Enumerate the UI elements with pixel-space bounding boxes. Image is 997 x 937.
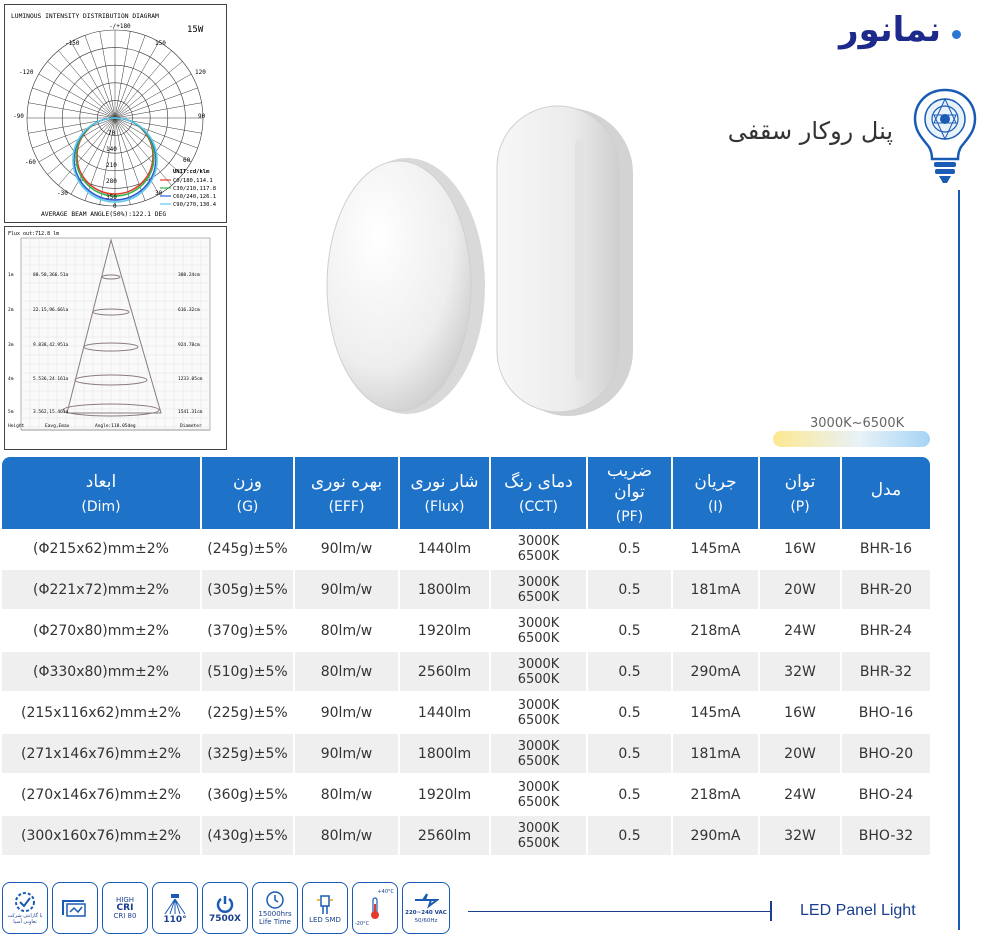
cell-power: 24W	[760, 611, 840, 652]
cell-cct-cool: 6500K	[517, 753, 560, 769]
header-flux: شار نوری (Flux)	[400, 457, 489, 529]
cell-dim: (Φ221x72)mm±2%	[2, 570, 200, 611]
radial-label-0: 0	[113, 203, 117, 210]
header-model: مدل	[842, 457, 930, 529]
header-pf: ضریب توان (PF)	[588, 457, 671, 529]
cone-right-5: 1541.31cm	[178, 410, 203, 415]
cell-pf: 0.5	[588, 816, 671, 857]
cone-illuminance-diagram	[4, 226, 227, 450]
table-row	[2, 693, 930, 734]
cell-flux: 1920lm	[400, 611, 489, 652]
cell-current: 218mA	[673, 611, 758, 652]
cell-flux: 2560lm	[400, 652, 489, 693]
cell-cct-warm: 3000K	[517, 697, 560, 713]
beam-angle-icon: 110°	[152, 882, 198, 934]
cell-model: BHO-24	[842, 775, 930, 816]
angle-label-m30: -30	[57, 190, 68, 197]
cell-dim: (Φ330x80)mm±2%	[2, 652, 200, 693]
cct-range-label: 3000K~6500K	[810, 416, 905, 431]
brand-logo	[805, 10, 967, 50]
angle-label-30: 30	[155, 190, 163, 197]
cell-eff: 80lm/w	[295, 775, 398, 816]
cell-model: BHO-20	[842, 734, 930, 775]
brand-name: نمانور	[839, 10, 941, 50]
cell-cct	[491, 611, 586, 652]
cell-pf: 0.5	[588, 652, 671, 693]
radial-label-280: 280	[106, 178, 117, 185]
cone-left-2: 22.15,96.66la	[33, 308, 69, 313]
cell-current: 218mA	[673, 775, 758, 816]
lightbulb-icon	[910, 86, 980, 186]
cell-flux: 1920lm	[400, 775, 489, 816]
cell-flux: 1800lm	[400, 570, 489, 611]
cell-dim: (271x146x76)mm±2%	[2, 734, 200, 775]
angle-label-m120: -120	[19, 69, 34, 76]
led-smd-icon: LED SMD	[302, 882, 348, 934]
cell-weight: (325g)±5%	[202, 734, 293, 775]
cell-model: BHR-20	[842, 570, 930, 611]
cell-cct-warm: 3000K	[517, 615, 560, 631]
beam-angle-text: AVERAGE BEAM ANGLE(50%):122.1 DEG	[41, 211, 167, 218]
header-power: توان (P)	[760, 457, 840, 529]
cell-model: BHR-24	[842, 611, 930, 652]
cell-eff: 90lm/w	[295, 693, 398, 734]
polar-wattage: 15W	[187, 25, 204, 35]
cct-gradient-bar	[773, 431, 930, 447]
angle-label-60: 60	[183, 157, 191, 164]
table-row	[2, 611, 930, 652]
cell-weight: (225g)±5%	[202, 693, 293, 734]
brand-dot	[952, 30, 961, 39]
cell-pf: 0.5	[588, 570, 671, 611]
cone-right-3: 924.78cm	[178, 343, 200, 348]
header-eff: بهره نوری (EFF)	[295, 457, 398, 529]
radial-label-210: 210	[106, 162, 117, 169]
legend-item-c0: C0/180,114.1	[173, 178, 213, 184]
cell-cct-cool: 6500K	[517, 712, 560, 728]
header-dim: ابعاد (Dim)	[2, 457, 200, 529]
cell-power: 24W	[760, 775, 840, 816]
legend-item-c90: C90/270,130.4	[173, 202, 217, 208]
cell-cct	[491, 652, 586, 693]
angle-label-90: 90	[198, 113, 206, 120]
cell-cct	[491, 529, 586, 570]
polar-unit: UNIT:cd/klm	[173, 169, 210, 175]
cell-power: 20W	[760, 734, 840, 775]
cell-current: 145mA	[673, 529, 758, 570]
cell-pf: 0.5	[588, 734, 671, 775]
cell-pf: 0.5	[588, 775, 671, 816]
cone-right-1: 308.24cm	[178, 273, 200, 278]
cell-weight: (510g)±5%	[202, 652, 293, 693]
cell-cct	[491, 775, 586, 816]
cell-model: BHR-32	[842, 652, 930, 693]
footer-tick	[770, 901, 772, 921]
cell-weight: (305g)±5%	[202, 570, 293, 611]
cell-cct-warm: 3000K	[517, 779, 560, 795]
cell-pf: 0.5	[588, 693, 671, 734]
voltage-icon: 220~240 VAC 50/60Hz	[402, 882, 450, 934]
cone-height-4: 4m	[8, 377, 14, 382]
cell-current: 145mA	[673, 693, 758, 734]
cell-cct	[491, 734, 586, 775]
angle-label-m90: -90	[13, 113, 24, 120]
cone-left-5: 3.562,15.461a	[33, 410, 69, 415]
cell-current: 290mA	[673, 652, 758, 693]
cell-weight: (370g)±5%	[202, 611, 293, 652]
cell-flux: 1800lm	[400, 734, 489, 775]
feature-icons-strip	[2, 882, 448, 934]
cone-height-3: 3m	[8, 343, 14, 348]
spec-table	[0, 457, 930, 857]
cell-flux: 1440lm	[400, 529, 489, 570]
cell-cct-cool: 6500K	[517, 548, 560, 564]
table-row	[2, 775, 930, 816]
cell-power: 20W	[760, 570, 840, 611]
cell-flux: 2560lm	[400, 816, 489, 857]
cone-footer-diameter: Diameter	[180, 424, 202, 429]
cell-dim: (300x160x76)mm±2%	[2, 816, 200, 857]
cell-cct-warm: 3000K	[517, 820, 560, 836]
cell-current: 290mA	[673, 816, 758, 857]
header-current: جریان (I)	[673, 457, 758, 529]
cell-model: BHR-16	[842, 529, 930, 570]
cell-cct-cool: 6500K	[517, 835, 560, 851]
cell-cct-warm: 3000K	[517, 533, 560, 549]
cone-height-1: 1m	[8, 273, 14, 278]
cone-height-5: 5m	[8, 410, 14, 415]
table-row	[2, 529, 930, 570]
cell-eff: 80lm/w	[295, 816, 398, 857]
table-row	[2, 816, 930, 857]
cell-cct-warm: 3000K	[517, 574, 560, 590]
cell-eff: 90lm/w	[295, 529, 398, 570]
angle-label-m60: -60	[25, 159, 36, 166]
polar-title: LUMINOUS INTENSITY DISTRIBUTION DIAGRAM	[11, 13, 159, 20]
legend-item-c30: C30/210,117.8	[173, 186, 217, 192]
cri-icon: HIGH CRI CRI 80	[102, 882, 148, 934]
product-image	[325, 100, 645, 420]
header-cct: دمای رنگ (CCT)	[491, 457, 586, 529]
cell-weight: (245g)±5%	[202, 529, 293, 570]
cone-header: Flux out:712.8 lm	[8, 231, 60, 237]
cell-cct-warm: 3000K	[517, 656, 560, 672]
cell-weight: (430g)±5%	[202, 816, 293, 857]
cell-cct	[491, 570, 586, 611]
table-row	[2, 570, 930, 611]
radial-label-70: 70	[108, 130, 116, 137]
cell-model: BHO-16	[842, 693, 930, 734]
angle-label-120: 120	[195, 69, 206, 76]
standard-mark-icon	[52, 882, 98, 934]
cell-cct	[491, 693, 586, 734]
cell-cct	[491, 816, 586, 857]
cell-cct-warm: 3000K	[517, 738, 560, 754]
cell-power: 16W	[760, 529, 840, 570]
cell-cct-cool: 6500K	[517, 589, 560, 605]
cone-left-1: 88.58,366.51a	[33, 273, 69, 278]
polar-distribution-diagram	[4, 4, 227, 223]
cone-footer-eavg: Eavg,Emax	[45, 424, 70, 429]
cell-power: 32W	[760, 652, 840, 693]
cell-dim: (Φ270x80)mm±2%	[2, 611, 200, 652]
cell-pf: 0.5	[588, 611, 671, 652]
radial-label-350: 350	[106, 194, 117, 201]
cell-current: 181mA	[673, 570, 758, 611]
cell-pf: 0.5	[588, 529, 671, 570]
cone-right-2: 616.32cm	[178, 308, 200, 313]
cell-current: 181mA	[673, 734, 758, 775]
cone-footer-height: Height	[8, 424, 25, 429]
cone-left-3: 9.838,42.951a	[33, 343, 69, 348]
cell-cct-cool: 6500K	[517, 794, 560, 810]
table-row	[2, 652, 930, 693]
cell-dim: (270x146x76)mm±2%	[2, 775, 200, 816]
cell-dim: (215x116x62)mm±2%	[2, 693, 200, 734]
cell-model: BHO-32	[842, 816, 930, 857]
cell-dim: (Φ215x62)mm±2%	[2, 529, 200, 570]
cone-left-4: 5.536,24.161a	[33, 377, 69, 382]
cone-height-2: 2m	[8, 308, 14, 313]
cell-weight: (360g)±5%	[202, 775, 293, 816]
footer-label: LED Panel Light	[800, 902, 916, 919]
lifetime-icon: 15000hrs Life Time	[252, 882, 298, 934]
radial-label-140: 140	[106, 146, 117, 153]
table-row	[2, 734, 930, 775]
cone-footer-angle: Angle:118.05deg	[95, 424, 136, 429]
polar-legend	[160, 178, 217, 208]
cell-eff: 80lm/w	[295, 611, 398, 652]
temperature-icon: +40°C -20°C	[352, 882, 398, 934]
angle-label-180: -/+180	[109, 23, 131, 30]
angle-label-m150: -150	[65, 40, 80, 47]
cell-cct-cool: 6500K	[517, 630, 560, 646]
decorative-vertical-line	[958, 190, 960, 930]
product-title: پنل روکار سقفی	[727, 117, 893, 145]
cell-eff: 80lm/w	[295, 652, 398, 693]
cell-power: 32W	[760, 816, 840, 857]
power-icon: 7500X	[202, 882, 248, 934]
cell-cct-cool: 6500K	[517, 671, 560, 687]
warranty-badge-icon: با گارانتی شرکت تعاونی آسیا	[2, 882, 48, 934]
header-weight: وزن (G)	[202, 457, 293, 529]
cell-eff: 90lm/w	[295, 570, 398, 611]
legend-item-c60: C60/240,126.1	[173, 194, 217, 200]
angle-label-150: 150	[155, 40, 166, 47]
table-header-row	[2, 457, 930, 529]
cone-right-4: 1233.05cm	[178, 377, 203, 382]
cell-eff: 90lm/w	[295, 734, 398, 775]
footer-rule	[468, 911, 771, 912]
cell-flux: 1440lm	[400, 693, 489, 734]
cell-power: 16W	[760, 693, 840, 734]
